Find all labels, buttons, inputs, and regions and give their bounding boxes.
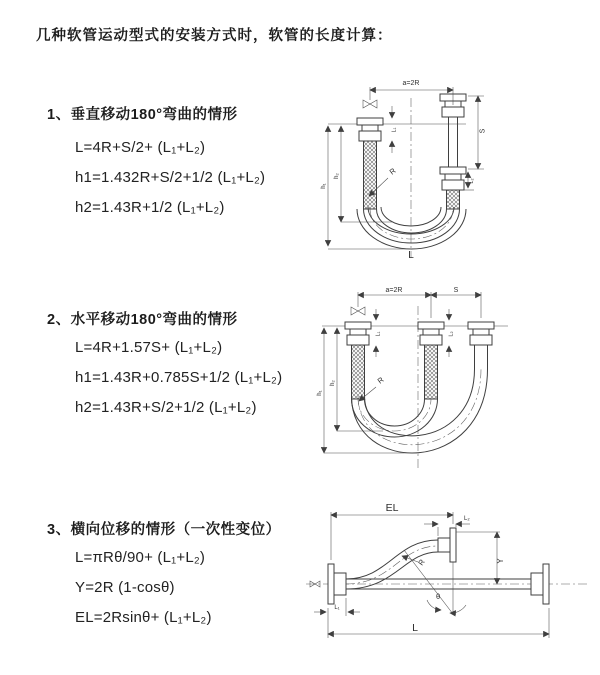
dim-label-l1: L₁ bbox=[334, 605, 340, 611]
flange-left bbox=[328, 564, 346, 604]
flange-right bbox=[531, 564, 549, 604]
page-title: 几种软管运动型式的安装方式时，软管的长度计算： bbox=[36, 28, 393, 44]
diagram-lateral-displacement bbox=[298, 500, 598, 655]
flange-elevated bbox=[438, 528, 456, 562]
flange-fitting-right bbox=[468, 322, 494, 369]
section-1-formula-h1: h1=1.432R+S/2+1/2 (L₁+L₂) bbox=[75, 169, 266, 186]
dim-label-l2: L₂ bbox=[469, 178, 475, 184]
section-2-heading: 2、水平移动180°弯曲的情形 bbox=[47, 312, 238, 328]
dim-label-h2: h₂ bbox=[334, 173, 340, 179]
flange-fitting-center bbox=[418, 322, 444, 399]
dim-label-y: Y bbox=[496, 558, 505, 564]
dim-label-a2r: a=2R bbox=[385, 287, 403, 294]
section-3-formula-y: Y=2R (1-cosθ) bbox=[75, 579, 175, 596]
dim-label-s: S bbox=[479, 128, 487, 134]
flange-fitting-right-lower bbox=[440, 167, 466, 209]
section-2-formula-h2: h2=1.43R+S/2+1/2 (L₁+L₂) bbox=[75, 399, 257, 416]
section-1-formula-h2: h2=1.43R+1/2 (L₁+L₂) bbox=[75, 199, 225, 216]
section-1-formula-l: L=4R+S/2+ (L₁+L₂) bbox=[75, 139, 206, 156]
dim-label-a2r: a=2R bbox=[402, 80, 420, 87]
diagram-vertical-180-bend bbox=[308, 74, 588, 261]
section-1-heading: 1、垂直移动180°弯曲的情形 bbox=[47, 107, 238, 123]
dim-label-l: L bbox=[412, 622, 418, 634]
dim-label-l1: L₁ bbox=[375, 331, 382, 337]
diagram-horizontal-180-bend bbox=[308, 281, 593, 476]
section-2-formula-l: L=4R+1.57S+ (L₁+L₂) bbox=[75, 339, 223, 356]
length-label: L bbox=[408, 250, 414, 261]
radius-label: R bbox=[375, 375, 386, 386]
radius-label: R bbox=[387, 166, 398, 177]
section-mark-icon bbox=[351, 307, 365, 315]
section-3-heading: 3、横向位移的情形（一次性变位） bbox=[47, 522, 281, 538]
section-2-formula-h1: h1=1.43R+0.785S+1/2 (L₁+L₂) bbox=[75, 369, 283, 386]
dimension-lines bbox=[314, 502, 549, 638]
dim-label-l1: L₁ bbox=[391, 127, 398, 133]
hose-loop-arcs bbox=[352, 369, 488, 453]
hose-loop-arcs bbox=[357, 207, 466, 249]
radius-label: R bbox=[416, 557, 427, 568]
dim-label-s: S bbox=[453, 287, 459, 294]
dim-label-h1: h₁ bbox=[317, 390, 323, 396]
dim-label-h1: h₁ bbox=[321, 183, 327, 189]
dim-label-el: EL bbox=[385, 502, 399, 514]
section-3-formula-l: L=πRθ/90+ (L₁+L₂) bbox=[75, 549, 206, 566]
angle-label: θ bbox=[436, 592, 441, 601]
dimension-lines bbox=[317, 287, 481, 453]
dim-label-l2: L₂ bbox=[448, 331, 455, 337]
hose-assembly bbox=[357, 94, 466, 249]
dim-label-l2: L₂ bbox=[464, 516, 470, 522]
section-mark-icon bbox=[363, 100, 377, 108]
section-3-formula-el: EL=2Rsinθ+ (L₁+L₂) bbox=[75, 609, 212, 626]
flange-fitting-left bbox=[345, 322, 371, 399]
dim-label-h2: h₂ bbox=[330, 380, 336, 386]
